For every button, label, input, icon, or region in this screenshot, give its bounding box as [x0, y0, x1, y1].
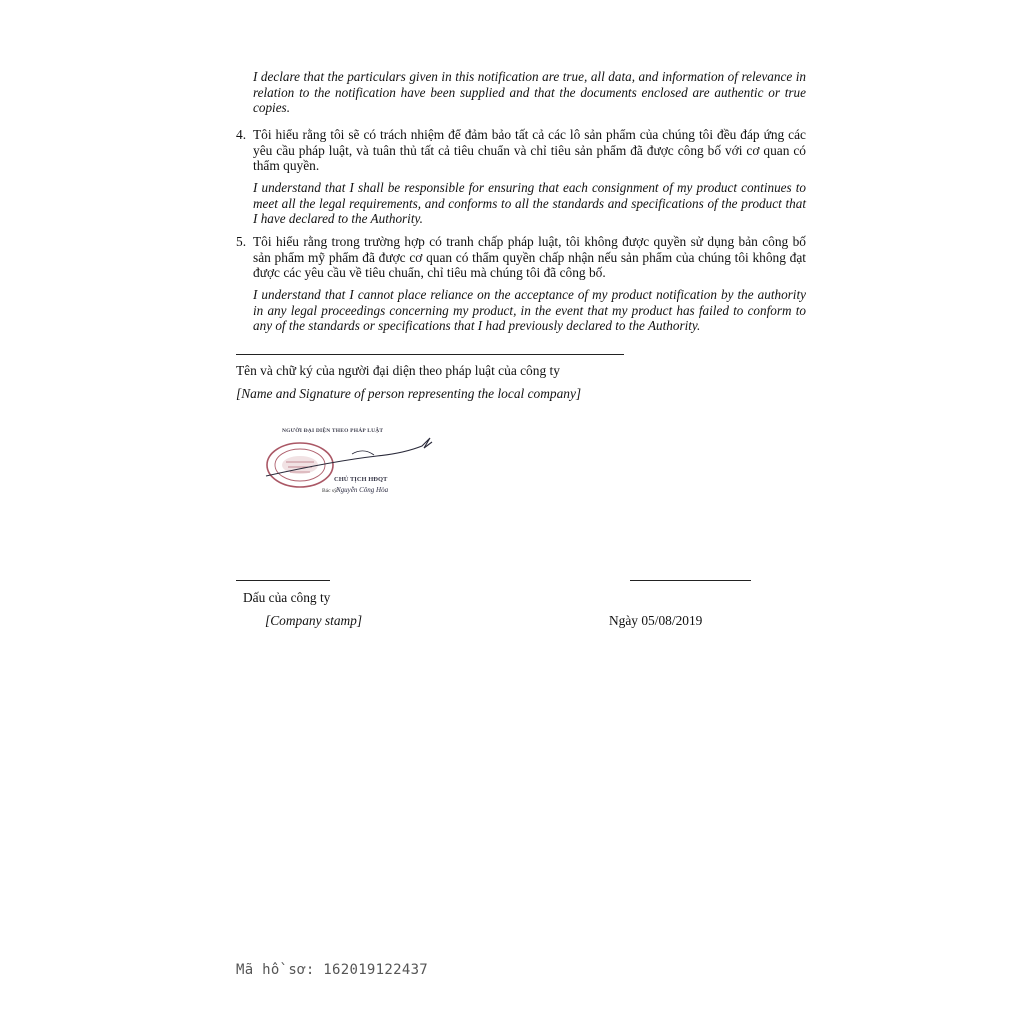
signing-date: Ngày 05/08/2019 — [609, 613, 703, 628]
stamp-divider — [236, 580, 330, 581]
stamp-title: CHỦ TỊCH HĐQT — [334, 476, 388, 483]
stamp-label-en: [Company stamp] — [265, 613, 363, 628]
signature-divider — [236, 354, 624, 355]
stamp-name-prefix: Bác sỹ: — [322, 488, 339, 494]
declaration-5-number: 5. — [236, 234, 247, 249]
stamp-label-vi: Dấu của công ty — [243, 590, 331, 605]
signature-stamp-image — [252, 410, 452, 550]
declaration-5-en: I understand that I cannot place reliance on the acceptance of my product notification by the authority in any legal proceedings concerning my product, in the event that my product has failed to conform to any of the standards or specifications that I had previously declared to the Authority. — [253, 287, 806, 333]
signature-label-en: [Name and Signature of person representing the local company] — [236, 386, 582, 401]
stamp-header: NGƯỜI ĐẠI DIỆN THEO PHÁP LUẬT — [282, 428, 384, 434]
declaration-3-en: I declare that the particulars given in this notification are true, all data, and information of relevance in relation to the notification have been supplied and that the documents enclosed are authentic or true copies. — [253, 69, 806, 115]
declaration-4-number: 4. — [236, 127, 247, 142]
declaration-4-vi: Tôi hiểu rằng tôi sẽ có trách nhiệm để đảm bảo tất cả các lô sản phẩm của chúng tôi đều đáp ứng các yêu cầu pháp luật, và tuân thủ tất cả tiêu chuẩn và chỉ tiêu sản phẩm đã được công bố với cơ quan có thẩm quyền. — [253, 127, 806, 173]
date-divider — [630, 580, 751, 581]
stamp-signer-name: Nguyễn Công Hòa — [336, 486, 389, 494]
signature-label-vi: Tên và chữ ký của người đại diện theo pháp luật của công ty — [236, 363, 560, 378]
declaration-4-en: I understand that I shall be responsible for ensuring that each consignment of my product continues to meet all the legal requirements, and conforms to all the standards and specifications of the product that I have declared to the Authority. — [253, 180, 806, 226]
dossier-number: Mã hồ sơ: 162019122437 — [236, 962, 429, 978]
declaration-5-vi: Tôi hiểu rằng trong trường hợp có tranh chấp pháp luật, tôi không được quyền sử dụng bản công bố sản phẩm mỹ phẩm đã được cơ quan có thẩm quyền chấp nhận nếu sản phẩm của chúng tôi không đạt được các yêu cầu về tiêu chuẩn, chỉ tiêu mà chúng tôi đã công bố. — [253, 234, 806, 280]
